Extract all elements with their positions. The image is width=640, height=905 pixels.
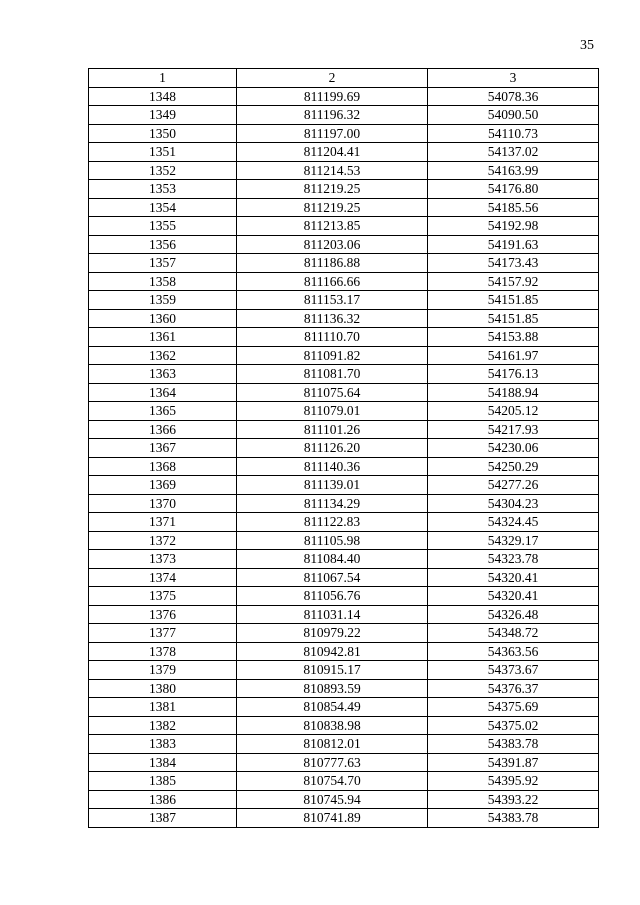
y-coordinate-cell: 54230.06	[428, 439, 599, 458]
table-row	[89, 735, 599, 754]
table-row	[89, 161, 599, 180]
x-coordinate-cell: 811139.01	[237, 476, 428, 495]
table-row	[89, 642, 599, 661]
y-coordinate-cell: 54250.29	[428, 457, 599, 476]
x-coordinate-cell: 811081.70	[237, 365, 428, 384]
y-coordinate-cell: 54191.63	[428, 235, 599, 254]
point-number-cell: 1368	[89, 457, 237, 476]
point-number-cell: 1365	[89, 402, 237, 421]
y-coordinate-cell: 54176.13	[428, 365, 599, 384]
table-row	[89, 661, 599, 680]
table-row	[89, 753, 599, 772]
x-coordinate-cell: 811213.85	[237, 217, 428, 236]
table-row	[89, 476, 599, 495]
point-number-cell: 1366	[89, 420, 237, 439]
y-coordinate-cell: 54326.48	[428, 605, 599, 624]
x-coordinate-cell: 811204.41	[237, 143, 428, 162]
x-coordinate-cell: 811056.76	[237, 587, 428, 606]
y-coordinate-cell: 54153.88	[428, 328, 599, 347]
x-coordinate-cell: 810893.59	[237, 679, 428, 698]
x-coordinate-cell: 811091.82	[237, 346, 428, 365]
table-row	[89, 106, 599, 125]
point-number-cell: 1362	[89, 346, 237, 365]
y-coordinate-cell: 54110.73	[428, 124, 599, 143]
table-row	[89, 605, 599, 624]
y-coordinate-cell: 54277.26	[428, 476, 599, 495]
table-row	[89, 716, 599, 735]
y-coordinate-cell: 54217.93	[428, 420, 599, 439]
point-number-cell: 1371	[89, 513, 237, 532]
point-number-cell: 1351	[89, 143, 237, 162]
point-number-cell: 1363	[89, 365, 237, 384]
page-number: 35	[580, 38, 594, 53]
table-row	[89, 402, 599, 421]
point-number-cell: 1367	[89, 439, 237, 458]
y-coordinate-cell: 54188.94	[428, 383, 599, 402]
point-number-cell: 1373	[89, 550, 237, 569]
point-number-cell: 1382	[89, 716, 237, 735]
y-coordinate-cell: 54363.56	[428, 642, 599, 661]
point-number-cell: 1372	[89, 531, 237, 550]
table-row	[89, 124, 599, 143]
point-number-cell: 1387	[89, 809, 237, 828]
x-coordinate-cell: 811153.17	[237, 291, 428, 310]
y-coordinate-cell: 54376.37	[428, 679, 599, 698]
y-coordinate-cell: 54090.50	[428, 106, 599, 125]
table-row	[89, 272, 599, 291]
y-coordinate-cell: 54324.45	[428, 513, 599, 532]
table-row	[89, 679, 599, 698]
x-coordinate-cell: 810754.70	[237, 772, 428, 791]
point-number-cell: 1354	[89, 198, 237, 217]
table-row	[89, 383, 599, 402]
y-coordinate-cell: 54383.78	[428, 735, 599, 754]
point-number-cell: 1380	[89, 679, 237, 698]
point-number-cell: 1361	[89, 328, 237, 347]
table-row	[89, 87, 599, 106]
point-number-cell: 1383	[89, 735, 237, 754]
point-number-cell: 1374	[89, 568, 237, 587]
x-coordinate-cell: 811075.64	[237, 383, 428, 402]
point-number-cell: 1348	[89, 87, 237, 106]
table-row	[89, 291, 599, 310]
point-number-cell: 1385	[89, 772, 237, 791]
y-coordinate-cell: 54375.02	[428, 716, 599, 735]
point-number-cell: 1349	[89, 106, 237, 125]
x-coordinate-cell: 811134.29	[237, 494, 428, 513]
point-number-cell: 1386	[89, 790, 237, 809]
x-coordinate-cell: 810812.01	[237, 735, 428, 754]
point-number-cell: 1352	[89, 161, 237, 180]
point-number-cell: 1364	[89, 383, 237, 402]
point-number-cell: 1381	[89, 698, 237, 717]
x-coordinate-cell: 810915.17	[237, 661, 428, 680]
x-coordinate-cell: 811203.06	[237, 235, 428, 254]
point-number-cell: 1376	[89, 605, 237, 624]
y-coordinate-cell: 54176.80	[428, 180, 599, 199]
table-row	[89, 568, 599, 587]
column-header-2: 2	[237, 69, 428, 88]
y-coordinate-cell: 54323.78	[428, 550, 599, 569]
table-row	[89, 494, 599, 513]
table-row	[89, 772, 599, 791]
x-coordinate-cell: 811084.40	[237, 550, 428, 569]
column-header-1: 1	[89, 69, 237, 88]
table-row	[89, 217, 599, 236]
table-body	[89, 87, 599, 827]
table-row	[89, 624, 599, 643]
point-number-cell: 1355	[89, 217, 237, 236]
x-coordinate-cell: 810838.98	[237, 716, 428, 735]
x-coordinate-cell: 811110.70	[237, 328, 428, 347]
y-coordinate-cell: 54151.85	[428, 309, 599, 328]
point-number-cell: 1379	[89, 661, 237, 680]
y-coordinate-cell: 54192.98	[428, 217, 599, 236]
point-number-cell: 1370	[89, 494, 237, 513]
x-coordinate-cell: 811136.32	[237, 309, 428, 328]
x-coordinate-cell: 811166.66	[237, 272, 428, 291]
table-row	[89, 235, 599, 254]
y-coordinate-cell: 54373.67	[428, 661, 599, 680]
table-row	[89, 587, 599, 606]
coordinates-table	[88, 68, 599, 828]
y-coordinate-cell: 54161.97	[428, 346, 599, 365]
point-number-cell: 1378	[89, 642, 237, 661]
x-coordinate-cell: 811214.53	[237, 161, 428, 180]
table-row	[89, 309, 599, 328]
x-coordinate-cell: 811196.32	[237, 106, 428, 125]
y-coordinate-cell: 54320.41	[428, 587, 599, 606]
y-coordinate-cell: 54078.36	[428, 87, 599, 106]
x-coordinate-cell: 811140.36	[237, 457, 428, 476]
x-coordinate-cell: 810854.49	[237, 698, 428, 717]
table-row	[89, 550, 599, 569]
point-number-cell: 1369	[89, 476, 237, 495]
table-row	[89, 809, 599, 828]
point-number-cell: 1356	[89, 235, 237, 254]
x-coordinate-cell: 811067.54	[237, 568, 428, 587]
point-number-cell: 1375	[89, 587, 237, 606]
x-coordinate-cell: 811199.69	[237, 87, 428, 106]
table-row	[89, 457, 599, 476]
point-number-cell: 1358	[89, 272, 237, 291]
x-coordinate-cell: 811219.25	[237, 180, 428, 199]
column-header-3: 3	[428, 69, 599, 88]
x-coordinate-cell: 811219.25	[237, 198, 428, 217]
y-coordinate-cell: 54393.22	[428, 790, 599, 809]
x-coordinate-cell: 810942.81	[237, 642, 428, 661]
y-coordinate-cell: 54375.69	[428, 698, 599, 717]
x-coordinate-cell: 810741.89	[237, 809, 428, 828]
table-row	[89, 790, 599, 809]
y-coordinate-cell: 54395.92	[428, 772, 599, 791]
table-row	[89, 513, 599, 532]
point-number-cell: 1359	[89, 291, 237, 310]
point-number-cell: 1357	[89, 254, 237, 273]
table-row	[89, 254, 599, 273]
x-coordinate-cell: 811101.26	[237, 420, 428, 439]
point-number-cell: 1377	[89, 624, 237, 643]
point-number-cell: 1353	[89, 180, 237, 199]
x-coordinate-cell: 810777.63	[237, 753, 428, 772]
y-coordinate-cell: 54173.43	[428, 254, 599, 273]
x-coordinate-cell: 811031.14	[237, 605, 428, 624]
table-header-row	[89, 69, 599, 88]
table-row	[89, 439, 599, 458]
table-row	[89, 198, 599, 217]
table-row	[89, 365, 599, 384]
x-coordinate-cell: 811197.00	[237, 124, 428, 143]
point-number-cell: 1384	[89, 753, 237, 772]
y-coordinate-cell: 54348.72	[428, 624, 599, 643]
x-coordinate-cell: 810745.94	[237, 790, 428, 809]
x-coordinate-cell: 811122.83	[237, 513, 428, 532]
y-coordinate-cell: 54137.02	[428, 143, 599, 162]
table-row	[89, 346, 599, 365]
table-row	[89, 698, 599, 717]
y-coordinate-cell: 54320.41	[428, 568, 599, 587]
table-row	[89, 180, 599, 199]
y-coordinate-cell: 54151.85	[428, 291, 599, 310]
y-coordinate-cell: 54157.92	[428, 272, 599, 291]
x-coordinate-cell: 811126.20	[237, 439, 428, 458]
table-row	[89, 531, 599, 550]
point-number-cell: 1350	[89, 124, 237, 143]
table-row	[89, 328, 599, 347]
x-coordinate-cell: 811105.98	[237, 531, 428, 550]
y-coordinate-cell: 54329.17	[428, 531, 599, 550]
table-row	[89, 143, 599, 162]
point-number-cell: 1360	[89, 309, 237, 328]
y-coordinate-cell: 54163.99	[428, 161, 599, 180]
y-coordinate-cell: 54391.87	[428, 753, 599, 772]
y-coordinate-cell: 54304.23	[428, 494, 599, 513]
y-coordinate-cell: 54205.12	[428, 402, 599, 421]
x-coordinate-cell: 811079.01	[237, 402, 428, 421]
x-coordinate-cell: 810979.22	[237, 624, 428, 643]
y-coordinate-cell: 54185.56	[428, 198, 599, 217]
x-coordinate-cell: 811186.88	[237, 254, 428, 273]
y-coordinate-cell: 54383.78	[428, 809, 599, 828]
table-row	[89, 420, 599, 439]
